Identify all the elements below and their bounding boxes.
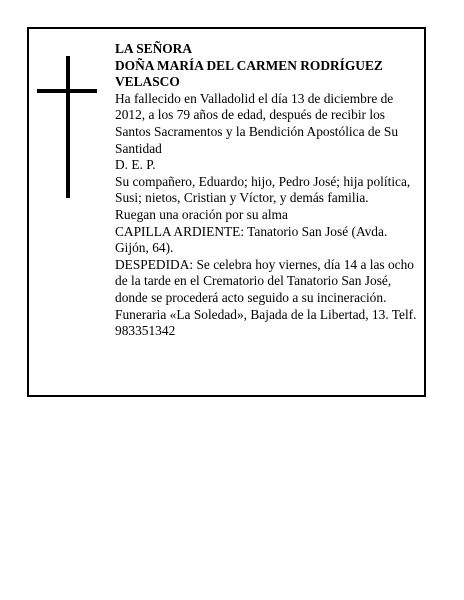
notice-body-line: Susi; nietos, Cristian y Víctor, y demás familia. — [115, 190, 369, 206]
notice-body-line: 983351342 — [115, 323, 176, 339]
deceased-name-line-1: DOÑA MARÍA DEL CARMEN RODRÍGUEZ — [115, 57, 383, 73]
notice-body-line: Su compañero, Eduardo; hijo, Pedro José; hija política, — [115, 173, 411, 189]
notice-body-line: DESPEDIDA: Se celebra hoy viernes, día 14 a las ocho — [115, 256, 414, 272]
notice-body-line: donde se procederá acto seguido a su incineración. — [115, 289, 387, 305]
deceased-name-line-2: VELASCO — [115, 74, 180, 90]
cross-icon — [37, 56, 97, 198]
notice-body-line: D. E. P. — [115, 157, 156, 173]
cross-horizontal-bar — [37, 89, 97, 93]
cross-vertical-bar — [66, 56, 70, 198]
notice-body-line: Ha fallecido en Valladolid el día 13 de diciembre de — [115, 90, 394, 106]
notice-body-line: CAPILLA ARDIENTE: Tanatorio San José (Avda. — [115, 223, 388, 239]
notice-body-line: Funeraria «La Soledad», Bajada de la Libertad, 13. Telf. — [115, 306, 417, 322]
notice-body-line: Santidad — [115, 140, 162, 156]
notice-text — [115, 41, 427, 340]
notice-body-line: de la tarde en el Crematorio del Tanatorio San José, — [115, 273, 392, 289]
notice-body-line: Gijón, 64). — [115, 240, 174, 256]
notice-body-line: Ruegan una oración por su alma — [115, 206, 288, 222]
notice-body-line: 2012, a los 79 años de edad, después de recibir los — [115, 107, 385, 123]
obituary-notice — [27, 27, 426, 397]
notice-body-line: Santos Sacramentos y la Bendición Apostólica de Su — [115, 123, 399, 139]
notice-title: LA SEÑORA — [115, 41, 193, 56]
